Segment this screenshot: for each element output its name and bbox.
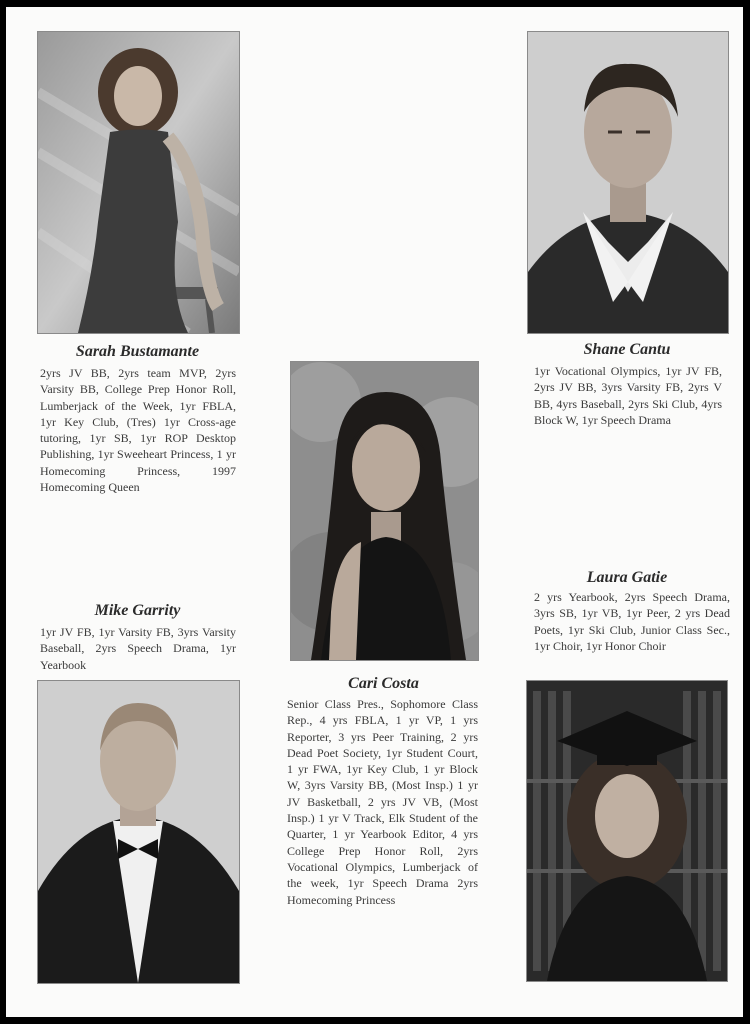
- student-bio-cari: Senior Class Pres., Sophomore Class Rep., 4 yrs FBLA, 1 yr VP, 1 yrs Reporter, 3 yrs Peer Training, 2 yrs Dead Poet Society, 1yr Student Court, 1 yr FWA, 1yr Key Club, 1 yr Block W, 3yrs Varsity BB, (Most Insp.) 1 yr JV Basketball, 2 yrs JV VB, (Most Insp.) 1 yr V Track, Elk Student of the Quarter, 1 yr Yearbook Editor, 4 yrs College Prep Honor Roll, 2yrs Vocational Olympics, Lumberjack of the week, 1yr Speech Drama 2yrs Homecoming Princess: [287, 697, 478, 907]
- student-name-shane: Shane Cantu: [583, 341, 671, 358]
- portrait-photo-cari: [290, 361, 479, 661]
- portrait-photo-laura: [526, 680, 728, 982]
- yearbook-page: [6, 7, 743, 1017]
- student-bio-sarah: 2yrs JV BB, 2yrs team MVP, 2yrs Varsity BB, College Prep Honor Roll, Lumberjack of the Week, 1yr FBLA, 1yr Key Club, (Tres) 1yr Cross-age tutoring, 1yr SB, 1yr ROP Desktop Publishing, 1yr Sweeheart Princess, 1 yr Homecoming Princess, 1997 Homecoming Queen: [40, 366, 236, 495]
- student-bio-shane: 1yr Vocational Olympics, 1yr JV FB, 2yrs JV BB, 3yrs Varsity FB, 2yrs V BB, 4yrs Baseball, 2yrs Ski Club, 4yrs Block W, 1yr Speech Drama: [534, 364, 722, 427]
- student-bio-laura: 2 yrs Yearbook, 2yrs Speech Drama, 3yrs SB, 1yr VB, 1yr Peer, 2 yrs Dead Poets, 1yr Ski Club, Junior Class Sec., 1yr Choir, 1yr Honor Choir: [534, 590, 730, 653]
- student-name-laura: Laura Gatie: [586, 569, 668, 586]
- student-name-cari: Cari Costa: [348, 675, 419, 692]
- portrait-photo-shane: [527, 31, 729, 334]
- portrait-photo-sarah: [37, 31, 240, 334]
- student-name-mike: Mike Garrity: [94, 602, 181, 619]
- student-bio-mike: 1yr JV FB, 1yr Varsity FB, 3yrs Varsity Baseball, 2yrs Speech Drama, 1yr Yearbook: [40, 625, 236, 672]
- student-name-sarah: Sarah Bustamante: [75, 343, 200, 360]
- portrait-photo-mike: [37, 680, 240, 984]
